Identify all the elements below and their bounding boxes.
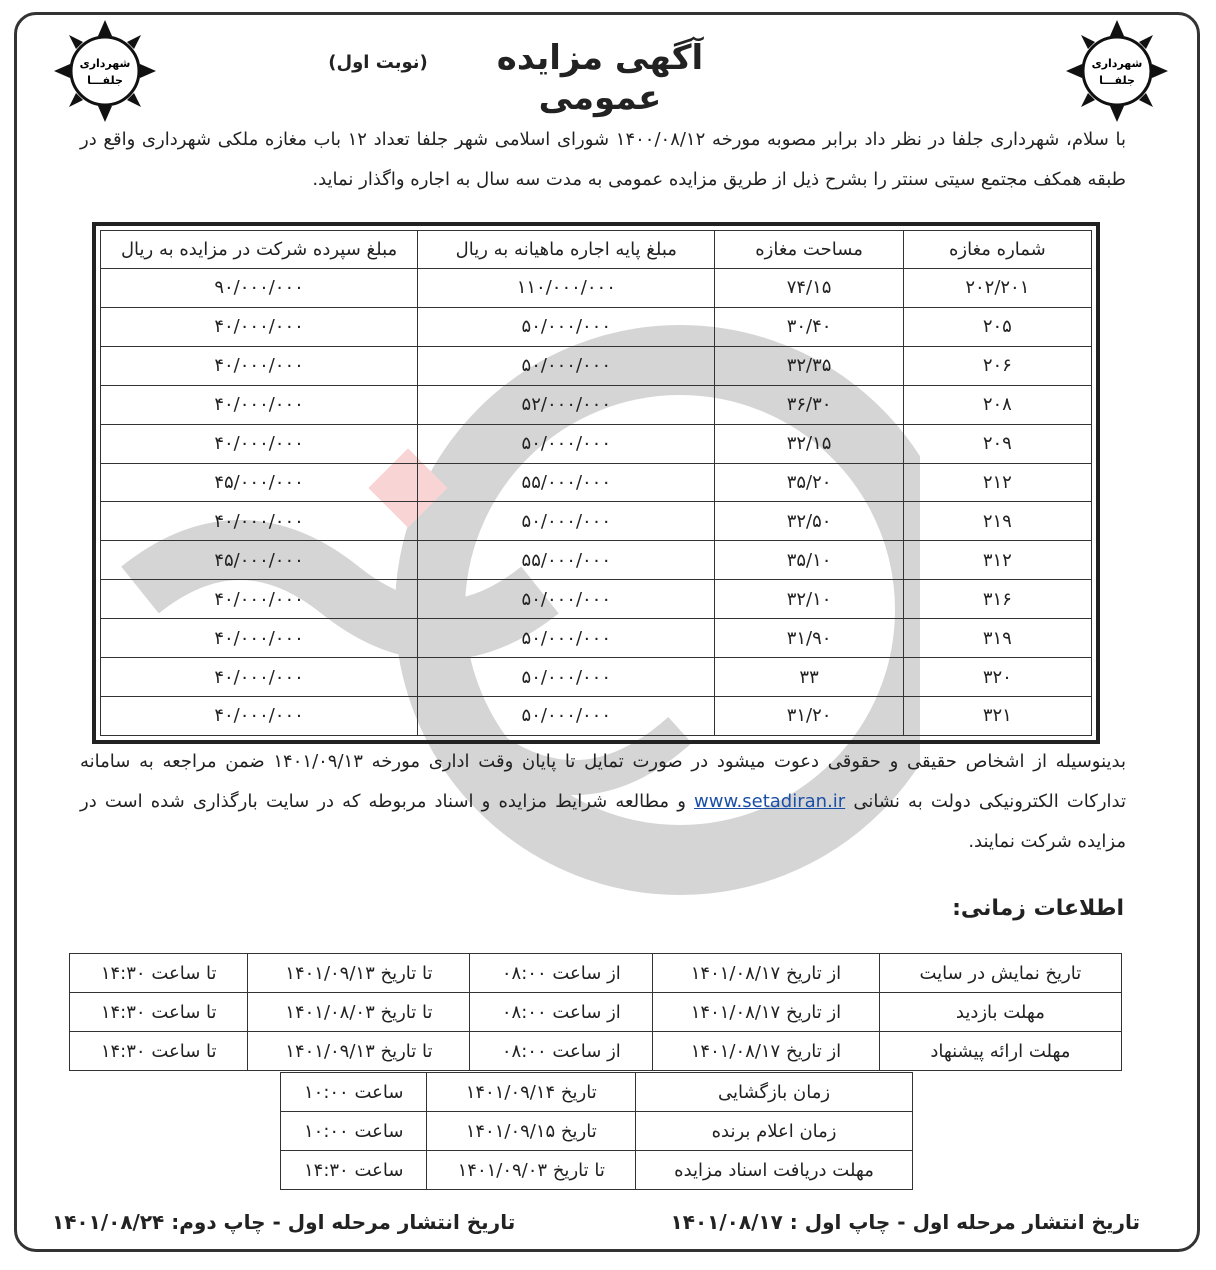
table-cell: ۳۵/۱۰ xyxy=(715,541,903,580)
table-cell: ۱۱۰/۰۰۰/۰۰۰ xyxy=(418,269,715,308)
shop-row xyxy=(101,502,1092,541)
intro-paragraph: با سلام، شهرداری جلفا در نظر داد برابر مصوبه مورخه ۱۴۰۰/۰۸/۱۲ شورای اسلامی شهر جلفا تعداد ۱۲ باب مغازه ملکی شهرداری واقع در طبقه همکف مجتمع سیتی سنتر را بشرح ذیل از طریق مزایده عمومی به مدت سه سال به اجاره واگذار نماید. xyxy=(80,129,1126,190)
table-cell: ۲۰۹ xyxy=(903,424,1091,463)
table-cell: تاریخ نمایش در سایت xyxy=(879,954,1121,993)
shop-row xyxy=(101,269,1092,308)
time-row xyxy=(281,1112,913,1151)
table-cell: ۵۰/۰۰۰/۰۰۰ xyxy=(418,346,715,385)
time-table-main xyxy=(69,953,1122,1071)
time-row xyxy=(70,993,1122,1032)
logo-text-top: شهرداری xyxy=(1091,57,1143,70)
table-cell: ۵۰/۰۰۰/۰۰۰ xyxy=(418,580,715,619)
table-cell: ۲۰۵ xyxy=(903,307,1091,346)
table-cell: ۳۱۲ xyxy=(903,541,1091,580)
time-info-title: اطلاعات زمانی: xyxy=(952,896,1124,921)
table-cell: ۲۰۶ xyxy=(903,346,1091,385)
shop-row xyxy=(101,580,1092,619)
table-cell: ۳۲/۱۰ xyxy=(715,580,903,619)
table-cell: تا ساعت ۱۴:۳۰ xyxy=(70,1032,248,1071)
table-cell: تا ساعت ۱۴:۳۰ xyxy=(70,954,248,993)
invitation-text-after: و مطالعه شرایط مزایده و اسناد مربوطه که در سایت بارگذاری شده است در مزایده شرکت نمایند. xyxy=(80,791,1126,852)
table-cell: ۵۲/۰۰۰/۰۰۰ xyxy=(418,385,715,424)
table-cell: ساعت ۱۴:۳۰ xyxy=(281,1151,427,1190)
table-cell: ۵۰/۰۰۰/۰۰۰ xyxy=(418,658,715,697)
table-cell: ۳۲۰ xyxy=(903,658,1091,697)
table-cell: ۵۵/۰۰۰/۰۰۰ xyxy=(418,463,715,502)
table-cell: ۳۵/۲۰ xyxy=(715,463,903,502)
time-row xyxy=(70,954,1122,993)
table-cell: ۲۱۲ xyxy=(903,463,1091,502)
municipality-logo-right xyxy=(1064,18,1170,124)
table-cell: ۲۱۹ xyxy=(903,502,1091,541)
table-cell: از ساعت ۰۸:۰۰ xyxy=(470,954,653,993)
footer-first-print: تاریخ انتشار مرحله اول - چاپ اول : ۱۴۰۱/۰۸/۱۷ xyxy=(670,1210,1140,1234)
shop-row xyxy=(101,385,1092,424)
logo-text-bottom: جلفـــا xyxy=(1099,74,1135,87)
invitation-text-before: بدینوسیله از اشخاص حقیقی و حقوقی دعوت میشود در صورت تمایل تا پایان وقت اداری مورخه ۱۴۰۱/۰۹/۱۳ ضمن مراجعه به سامانه تدارکات الکترونیکی دولت به نشانی xyxy=(80,751,1126,812)
table-cell: ۳۰/۴۰ xyxy=(715,307,903,346)
time-row xyxy=(70,1032,1122,1071)
table-cell: ۴۰/۰۰۰/۰۰۰ xyxy=(101,580,418,619)
shops-table-frame xyxy=(92,222,1100,744)
shop-row xyxy=(101,541,1092,580)
notice-title: آگهی مزایده عمومی xyxy=(496,38,704,118)
table-cell: ساعت ۱۰:۰۰ xyxy=(281,1112,427,1151)
shop-row xyxy=(101,696,1092,735)
table-cell: ۵۵/۰۰۰/۰۰۰ xyxy=(418,541,715,580)
table-cell: تا تاریخ ۱۴۰۱/۰۹/۱۳ xyxy=(248,1032,470,1071)
table-cell: از تاریخ ۱۴۰۱/۰۸/۱۷ xyxy=(653,993,880,1032)
table-cell: تا ساعت ۱۴:۳۰ xyxy=(70,993,248,1032)
table-cell: ۳۱/۲۰ xyxy=(715,696,903,735)
table-cell: زمان اعلام برنده xyxy=(636,1112,913,1151)
table-cell: تاریخ ۱۴۰۱/۰۹/۱۵ xyxy=(427,1112,636,1151)
table-cell: ۷۴/۱۵ xyxy=(715,269,903,308)
table-cell: ۴۰/۰۰۰/۰۰۰ xyxy=(101,424,418,463)
table-cell: از تاریخ ۱۴۰۱/۰۸/۱۷ xyxy=(653,1032,880,1071)
table-cell: تا تاریخ ۱۴۰۱/۰۹/۰۳ xyxy=(427,1151,636,1190)
time-row xyxy=(281,1151,913,1190)
table-cell: ۳۲۱ xyxy=(903,696,1091,735)
table-cell: ۴۵/۰۰۰/۰۰۰ xyxy=(101,463,418,502)
table-cell: ۳۲/۳۵ xyxy=(715,346,903,385)
table-cell: ۳۱۶ xyxy=(903,580,1091,619)
table-cell: مهلت بازدید xyxy=(879,993,1121,1032)
table-cell: ۴۰/۰۰۰/۰۰۰ xyxy=(101,619,418,658)
shop-row xyxy=(101,619,1092,658)
table-cell: ۵۰/۰۰۰/۰۰۰ xyxy=(418,619,715,658)
table-cell: ۴۰/۰۰۰/۰۰۰ xyxy=(101,502,418,541)
footer-second-print: تاریخ انتشار مرحله اول - چاپ دوم: ۱۴۰۱/۰۸/۲۴ xyxy=(52,1210,516,1234)
table-cell: ۴۰/۰۰۰/۰۰۰ xyxy=(101,346,418,385)
logo-text-top: شهرداری xyxy=(79,57,131,70)
header-shop-area: مساحت مغازه xyxy=(715,231,903,269)
shop-row xyxy=(101,346,1092,385)
table-cell: ۵۰/۰۰۰/۰۰۰ xyxy=(418,696,715,735)
logo-text-bottom: جلفـــا xyxy=(87,74,123,87)
shops-table xyxy=(100,230,1092,736)
table-cell: ۳۱/۹۰ xyxy=(715,619,903,658)
table-cell: ۴۵/۰۰۰/۰۰۰ xyxy=(101,541,418,580)
header-shop-number: شماره مغازه xyxy=(903,231,1091,269)
header-monthly-rent: مبلغ پایه اجاره ماهیانه به ریال xyxy=(418,231,715,269)
table-cell: ۴۰/۰۰۰/۰۰۰ xyxy=(101,307,418,346)
shop-row xyxy=(101,463,1092,502)
table-cell: مهلت ارائه پیشنهاد xyxy=(879,1032,1121,1071)
shops-table-body xyxy=(101,269,1092,736)
time-row xyxy=(281,1073,913,1112)
setadiran-link[interactable]: www.setadiran.ir xyxy=(694,791,846,812)
table-cell: ۹۰/۰۰۰/۰۰۰ xyxy=(101,269,418,308)
table-cell: از ساعت ۰۸:۰۰ xyxy=(470,1032,653,1071)
table-cell: ۳۶/۳۰ xyxy=(715,385,903,424)
table-cell: ۲۰۸ xyxy=(903,385,1091,424)
shop-row xyxy=(101,424,1092,463)
table-cell: تا تاریخ ۱۴۰۱/۰۸/۰۳ xyxy=(248,993,470,1032)
invitation-paragraph xyxy=(80,742,1126,862)
time-table-secondary xyxy=(280,1072,913,1190)
header-deposit: مبلغ سپرده شرکت در مزایده به ریال xyxy=(101,231,418,269)
table-cell: ساعت ۱۰:۰۰ xyxy=(281,1073,427,1112)
table-cell: از تاریخ ۱۴۰۱/۰۸/۱۷ xyxy=(653,954,880,993)
table-cell: ۵۰/۰۰۰/۰۰۰ xyxy=(418,424,715,463)
table-cell: ۴۰/۰۰۰/۰۰۰ xyxy=(101,658,418,697)
table-cell: تاریخ ۱۴۰۱/۰۹/۱۴ xyxy=(427,1073,636,1112)
shop-row xyxy=(101,658,1092,697)
notice-round: (نوبت اول) xyxy=(328,52,428,73)
table-cell: ۲۰۲/۲۰۱ xyxy=(903,269,1091,308)
table-cell: ۳۲/۱۵ xyxy=(715,424,903,463)
table-cell: ۴۰/۰۰۰/۰۰۰ xyxy=(101,385,418,424)
table-cell: زمان بازگشایی xyxy=(636,1073,913,1112)
table-cell: از ساعت ۰۸:۰۰ xyxy=(470,993,653,1032)
table-cell: ۳۲/۵۰ xyxy=(715,502,903,541)
table-cell: ۵۰/۰۰۰/۰۰۰ xyxy=(418,502,715,541)
table-cell: ۳۳ xyxy=(715,658,903,697)
municipality-logo-left xyxy=(52,18,158,124)
shop-row xyxy=(101,307,1092,346)
table-cell: ۵۰/۰۰۰/۰۰۰ xyxy=(418,307,715,346)
table-cell: ۳۱۹ xyxy=(903,619,1091,658)
table-cell: تا تاریخ ۱۴۰۱/۰۹/۱۳ xyxy=(248,954,470,993)
table-header-row xyxy=(101,231,1092,269)
table-cell: مهلت دریافت اسناد مزایده xyxy=(636,1151,913,1190)
table-cell: ۴۰/۰۰۰/۰۰۰ xyxy=(101,696,418,735)
